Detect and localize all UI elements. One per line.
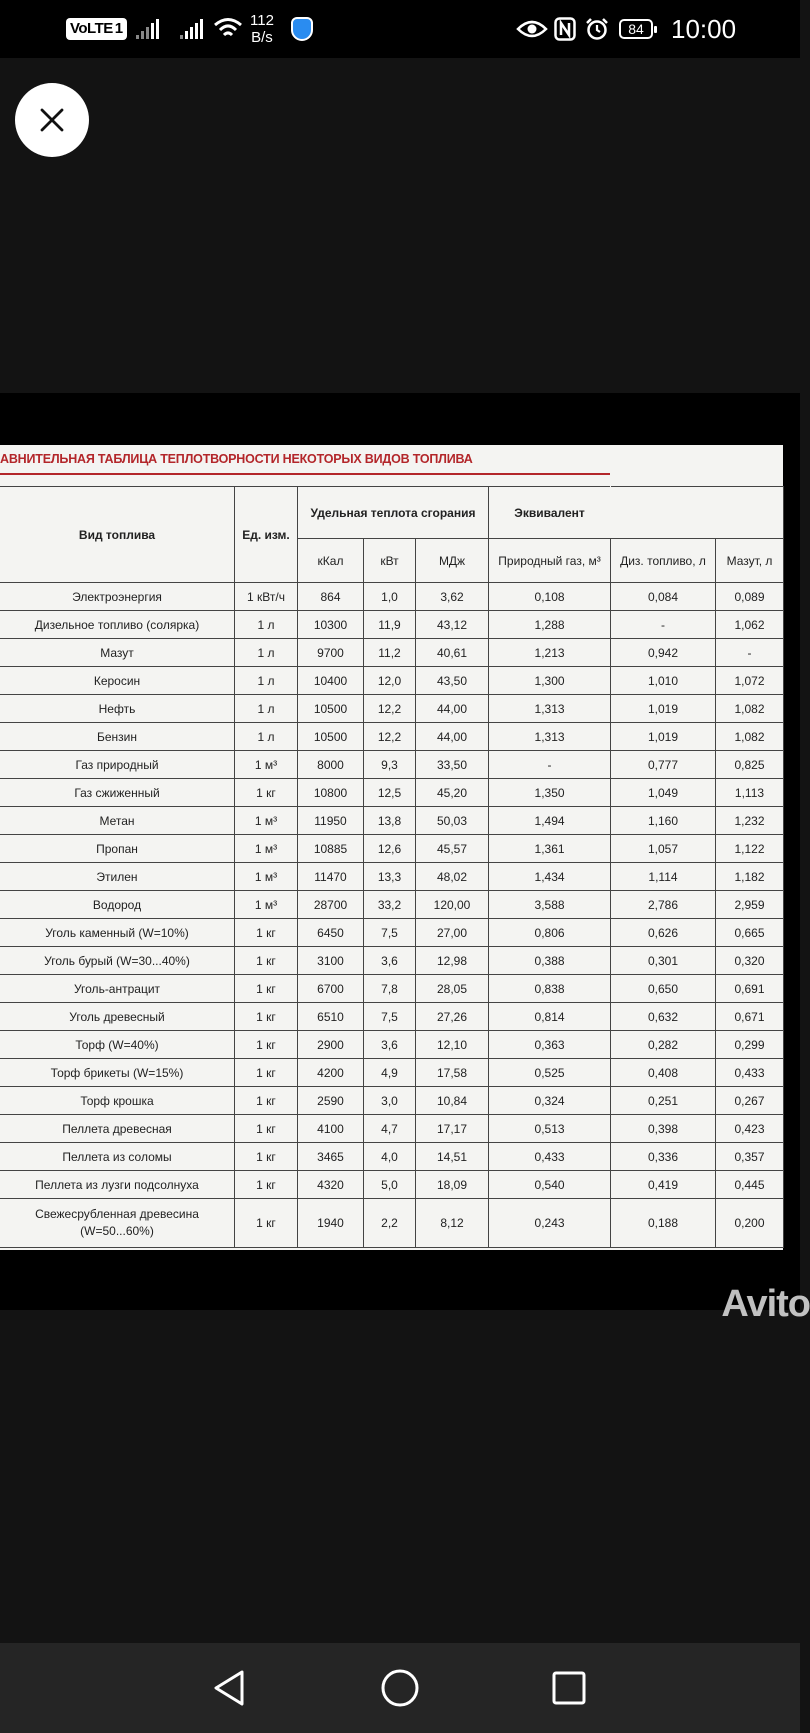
cell-diesel: 0,251 [611,1087,716,1115]
cell-kw: 4,0 [364,1143,416,1171]
table-row [0,1031,611,1059]
cell-gas: 1,313 [489,723,611,751]
header-mj: МДж [416,539,489,583]
cell-fuel: Уголь древесный [0,1003,235,1031]
cell-fuel: Торф брикеты (W=15%) [0,1059,235,1087]
cell-kcal: 4320 [298,1171,364,1199]
cell-kw: 4,9 [364,1059,416,1087]
cell-fuel: Этилен [0,863,235,891]
cell-kw: 7,5 [364,919,416,947]
cell-unit: 1 л [235,695,298,723]
table-title: АВНИТЕЛЬНАЯ ТАБЛИЦА ТЕПЛОТВОРНОСТИ НЕКОТОРЫХ ВИДОВ ТОПЛИВА [0,452,473,466]
cell-kw: 12,0 [364,667,416,695]
cell-mj: 40,61 [416,639,489,667]
table-row [0,891,611,919]
table-row [0,919,611,947]
cell-kcal: 10300 [298,611,364,639]
cell-diesel: 0,188 [611,1199,716,1248]
cell-gas: 0,814 [489,1003,611,1031]
table-row [0,1143,611,1171]
cell-mazut: 0,433 [716,1059,784,1087]
cell-gas: 1,361 [489,835,611,863]
cell-mazut: 1,072 [716,667,784,695]
cell-kw: 11,2 [364,639,416,667]
table-row [0,807,611,835]
cell-gas: - [489,751,611,779]
cell-unit: 1 кг [235,919,298,947]
cell-gas: 0,525 [489,1059,611,1087]
back-button[interactable] [189,1643,269,1733]
cell-gas: 1,350 [489,779,611,807]
cell-fuel: Бензин [0,723,235,751]
cell-mazut: 0,089 [716,583,784,611]
cell-gas: 0,513 [489,1115,611,1143]
cell-diesel: 1,019 [611,695,716,723]
navigation-bar [0,1643,800,1733]
cell-diesel: 0,408 [611,1059,716,1087]
cell-gas: 0,838 [489,975,611,1003]
cell-gas: 1,313 [489,695,611,723]
cell-fuel: Уголь-антрацит [0,975,235,1003]
table-row [611,667,784,695]
cell-kcal: 6510 [298,1003,364,1031]
table-row [611,723,784,751]
cell-unit: 1 л [235,723,298,751]
cell-kcal: 10885 [298,835,364,863]
cell-fuel: Водород [0,891,235,919]
header-kw: кВт [364,539,416,583]
cell-mj: 44,00 [416,723,489,751]
cell-mj: 44,00 [416,695,489,723]
cell-kcal: 3465 [298,1143,364,1171]
cell-mj: 17,58 [416,1059,489,1087]
cell-mazut: 0,200 [716,1199,784,1248]
cell-mazut: 0,691 [716,975,784,1003]
wifi-icon [213,0,243,58]
cell-mazut: 1,182 [716,863,784,891]
cell-fuel: Дизельное топливо (солярка) [0,611,235,639]
header-gas: Природный газ, м³ [489,539,611,583]
table-row [611,947,784,975]
cell-fuel: Пропан [0,835,235,863]
header-diesel: Диз. топливо, л [611,539,716,583]
table-row [611,891,784,919]
home-icon [380,1668,420,1708]
cell-mj: 27,00 [416,919,489,947]
cell-mj: 8,12 [416,1199,489,1248]
cell-unit: 1 кг [235,947,298,975]
cell-mazut: 0,299 [716,1031,784,1059]
cell-mj: 45,20 [416,779,489,807]
cell-kcal: 4200 [298,1059,364,1087]
header-kcal: кКал [298,539,364,583]
table-row [611,639,784,667]
cell-fuel: Уголь бурый (W=30...40%) [0,947,235,975]
cell-kcal: 6450 [298,919,364,947]
table-row [611,583,784,611]
table-row [0,723,611,751]
signal-icon [136,0,159,58]
table-row [0,1199,611,1248]
cell-unit: 1 кг [235,1059,298,1087]
cell-diesel: 0,626 [611,919,716,947]
table-row [611,807,784,835]
cell-unit: 1 кг [235,1031,298,1059]
header-unit: Ед. изм. [235,487,298,583]
cell-unit: 1 м³ [235,835,298,863]
cell-unit: 1 л [235,667,298,695]
table-row [611,779,784,807]
table-right-columns [610,445,783,1250]
table-row [611,1087,784,1115]
header-equivalent-group: Эквивалент [489,487,611,539]
cell-mj: 33,50 [416,751,489,779]
cell-fuel: Пеллета из лузги подсолнуха [0,1171,235,1199]
cell-diesel: 1,057 [611,835,716,863]
cell-kw: 12,6 [364,835,416,863]
cell-kcal: 6700 [298,975,364,1003]
cell-kw: 5,0 [364,1171,416,1199]
cell-kcal: 1940 [298,1199,364,1248]
table-row [611,863,784,891]
cell-kw: 12,5 [364,779,416,807]
cell-kcal: 10400 [298,667,364,695]
table-row [0,779,611,807]
cell-fuel: Метан [0,807,235,835]
cell-fuel: Нефть [0,695,235,723]
cell-kcal: 864 [298,583,364,611]
cell-kw: 13,3 [364,863,416,891]
table-row [611,695,784,723]
cell-mj: 27,26 [416,1003,489,1031]
cell-kcal: 10500 [298,695,364,723]
table-row [0,639,611,667]
cell-gas: 1,288 [489,611,611,639]
cell-gas: 0,243 [489,1199,611,1248]
cell-diesel: 1,010 [611,667,716,695]
battery-icon: 84 [619,0,653,58]
cell-kw: 13,8 [364,807,416,835]
cell-kcal: 9700 [298,639,364,667]
table-row [0,835,611,863]
cell-mazut: 1,113 [716,779,784,807]
table-row [0,667,611,695]
cell-unit: 1 кг [235,975,298,1003]
cell-fuel: Торф (W=40%) [0,1031,235,1059]
cell-mazut: 0,320 [716,947,784,975]
cell-kcal: 11470 [298,863,364,891]
cell-unit: 1 л [235,639,298,667]
cell-gas: 1,494 [489,807,611,835]
recents-icon [551,1670,587,1706]
cell-mj: 18,09 [416,1171,489,1199]
cell-kw: 4,7 [364,1115,416,1143]
net-speed: 112 B/s [250,12,274,46]
cell-mj: 48,02 [416,863,489,891]
table-row [611,1003,784,1031]
cell-fuel: Керосин [0,667,235,695]
signal-icon [180,0,203,58]
table-row [611,975,784,1003]
cell-fuel: Мазут [0,639,235,667]
table-row [611,1115,784,1143]
cell-mj: 10,84 [416,1087,489,1115]
cell-kw: 11,9 [364,611,416,639]
alarm-icon [585,0,609,58]
cell-kcal: 4100 [298,1115,364,1143]
cell-gas: 0,324 [489,1087,611,1115]
cell-fuel: Свежесрубленная древесина (W=50...60%) [0,1199,235,1248]
cell-gas: 1,434 [489,863,611,891]
cell-unit: 1 м³ [235,807,298,835]
table-row [611,611,784,639]
avito-watermark: Avito [721,1283,810,1325]
table-row [0,975,611,1003]
cell-mj: 43,12 [416,611,489,639]
cell-mazut: 0,665 [716,919,784,947]
cell-fuel: Газ природный [0,751,235,779]
cell-fuel: Торф крошка [0,1087,235,1115]
photo-content [0,445,783,1250]
cell-diesel: 0,632 [611,1003,716,1031]
close-icon [38,106,66,134]
cell-kw: 3,0 [364,1087,416,1115]
fuel-table-right [610,486,784,1248]
table-row [611,835,784,863]
cell-mazut: 1,082 [716,695,784,723]
cell-diesel: 0,301 [611,947,716,975]
cell-fuel: Уголь каменный (W=10%) [0,919,235,947]
cell-diesel: 0,777 [611,751,716,779]
cell-kcal: 2900 [298,1031,364,1059]
cell-diesel: 1,019 [611,723,716,751]
cell-mj: 12,98 [416,947,489,975]
cell-mj: 12,10 [416,1031,489,1059]
cell-diesel: 0,419 [611,1171,716,1199]
cell-unit: 1 кг [235,1087,298,1115]
cell-kcal: 3100 [298,947,364,975]
cell-mazut: 0,357 [716,1143,784,1171]
table-row [0,863,611,891]
header-mazut: Мазут, л [716,539,784,583]
cell-kcal: 10800 [298,779,364,807]
cell-gas: 1,213 [489,639,611,667]
cell-fuel: Электроэнергия [0,583,235,611]
cell-kcal: 11950 [298,807,364,835]
home-button[interactable] [360,1643,440,1733]
cell-mj: 120,00 [416,891,489,919]
cell-mazut: 0,445 [716,1171,784,1199]
cell-diesel: 0,942 [611,639,716,667]
table-row [611,919,784,947]
close-button[interactable] [15,83,89,157]
cell-mj: 14,51 [416,1143,489,1171]
cell-mazut: - [716,639,784,667]
cell-kcal: 8000 [298,751,364,779]
volte-icon: VoLTE 1 [66,0,127,58]
header-equivalent-cont [611,487,784,539]
cell-unit: 1 м³ [235,751,298,779]
table-row [0,1059,611,1087]
cell-diesel: - [611,611,716,639]
cell-unit: 1 кг [235,1003,298,1031]
cell-mazut: 1,082 [716,723,784,751]
cell-kw: 12,2 [364,723,416,751]
table-row [611,1171,784,1199]
cell-mazut: 1,232 [716,807,784,835]
cell-mazut: 2,959 [716,891,784,919]
photo-viewer[interactable] [0,393,810,1325]
cell-gas: 0,433 [489,1143,611,1171]
cell-gas: 0,806 [489,919,611,947]
clock: 10:00 [671,13,737,44]
cell-unit: 1 кг [235,1143,298,1171]
table-row [0,751,611,779]
table-row [611,1059,784,1087]
cell-mj: 28,05 [416,975,489,1003]
cell-mj: 3,62 [416,583,489,611]
table-row [0,1171,611,1199]
cell-diesel: 1,114 [611,863,716,891]
cell-mazut: 0,825 [716,751,784,779]
table-row [611,1031,784,1059]
cell-diesel: 1,160 [611,807,716,835]
cell-gas: 1,300 [489,667,611,695]
cell-diesel: 0,336 [611,1143,716,1171]
cell-gas: 0,108 [489,583,611,611]
cell-fuel: Пеллета из соломы [0,1143,235,1171]
table-row [0,947,611,975]
table-row [0,583,611,611]
cell-kw: 2,2 [364,1199,416,1248]
cell-kcal: 10500 [298,723,364,751]
cell-kcal: 2590 [298,1087,364,1115]
cell-kw: 1,0 [364,583,416,611]
cell-fuel: Пеллета древесная [0,1115,235,1143]
cell-diesel: 0,084 [611,583,716,611]
shield-icon [291,0,313,58]
cell-mazut: 1,122 [716,835,784,863]
cell-gas: 0,363 [489,1031,611,1059]
nfc-icon [554,0,576,58]
fuel-table [0,486,611,1248]
cell-kw: 3,6 [364,1031,416,1059]
cell-mj: 17,17 [416,1115,489,1143]
status-bar [0,0,800,58]
cell-kw: 7,5 [364,1003,416,1031]
table-row [0,1115,611,1143]
cell-unit: 1 м³ [235,891,298,919]
cell-mazut: 0,423 [716,1115,784,1143]
cell-unit: 1 л [235,611,298,639]
table-row [0,1087,611,1115]
back-icon [211,1668,247,1708]
cell-diesel: 0,650 [611,975,716,1003]
header-fuel-type: Вид топлива [0,487,235,583]
cell-unit: 1 м³ [235,863,298,891]
cell-diesel: 1,049 [611,779,716,807]
cell-unit: 1 кВт/ч [235,583,298,611]
table-row [611,751,784,779]
cell-mazut: 0,671 [716,1003,784,1031]
table-row [611,1143,784,1171]
cell-kw: 3,6 [364,947,416,975]
cell-mj: 45,57 [416,835,489,863]
cell-unit: 1 кг [235,1199,298,1248]
cell-gas: 0,388 [489,947,611,975]
cell-kw: 33,2 [364,891,416,919]
cell-mazut: 1,062 [716,611,784,639]
cell-kcal: 28700 [298,891,364,919]
cell-mj: 50,03 [416,807,489,835]
cell-kw: 7,8 [364,975,416,1003]
cell-kw: 9,3 [364,751,416,779]
table-row [0,1003,611,1031]
cell-unit: 1 кг [235,779,298,807]
cell-gas: 0,540 [489,1171,611,1199]
table-row [0,695,611,723]
cell-fuel: Газ сжиженный [0,779,235,807]
cell-mj: 43,50 [416,667,489,695]
table-row [0,611,611,639]
recents-button[interactable] [529,1643,609,1733]
cell-unit: 1 кг [235,1115,298,1143]
cell-diesel: 0,282 [611,1031,716,1059]
cell-kw: 12,2 [364,695,416,723]
cell-gas: 3,588 [489,891,611,919]
cell-mazut: 0,267 [716,1087,784,1115]
cell-diesel: 2,786 [611,891,716,919]
cell-unit: 1 кг [235,1171,298,1199]
eye-icon [517,0,547,58]
table-row [611,1199,784,1248]
header-heat-group: Удельная теплота сгорания [298,487,489,539]
cell-diesel: 0,398 [611,1115,716,1143]
